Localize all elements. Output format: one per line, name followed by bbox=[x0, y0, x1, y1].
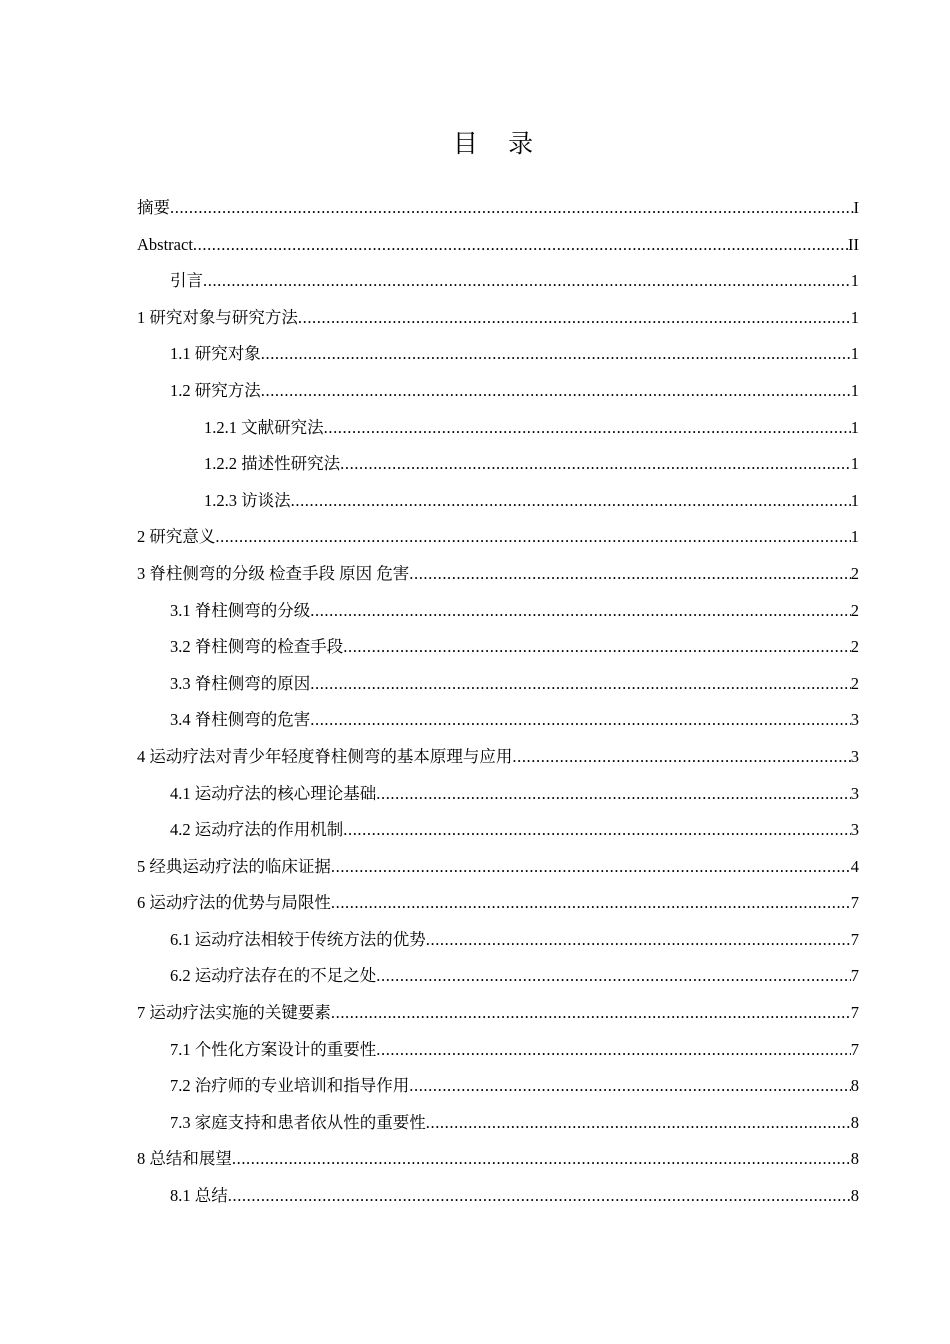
toc-entry[interactable] bbox=[137, 556, 859, 593]
toc-entry-title: 6 运动疗法的优势与局限性 bbox=[137, 893, 331, 913]
toc-dot-leader bbox=[376, 776, 851, 813]
toc-entry[interactable] bbox=[137, 629, 859, 666]
toc-entry-title: 7.2 治疗师的专业培训和指导作用 bbox=[170, 1076, 410, 1096]
toc-dot-leader bbox=[331, 885, 851, 922]
toc-dot-leader bbox=[376, 1032, 851, 1069]
toc-entry-title: 6.2 运动疗法存在的不足之处 bbox=[170, 966, 377, 986]
toc-page-number: 1 bbox=[850, 380, 859, 400]
toc-entry-title: 4 运动疗法对青少年轻度脊柱侧弯的基本原理与应用 bbox=[137, 746, 513, 766]
toc-page-number: 1 bbox=[850, 527, 859, 547]
toc-entry[interactable] bbox=[137, 922, 859, 959]
toc-entry-title: 1.2.1 文献研究法 bbox=[204, 417, 324, 437]
toc-entry-title: 7.3 家庭支持和患者依从性的重要性 bbox=[170, 1112, 426, 1132]
toc-page-number: 7 bbox=[850, 1003, 859, 1023]
toc-entry[interactable] bbox=[137, 702, 859, 739]
table-of-contents bbox=[137, 190, 859, 1215]
toc-entry-title: 6.1 运动疗法相较于传统方法的优势 bbox=[170, 929, 426, 949]
toc-entry[interactable] bbox=[137, 849, 859, 886]
toc-entry-title: 5 经典运动疗法的临床证据 bbox=[137, 856, 331, 876]
toc-page-number: 2 bbox=[850, 637, 859, 657]
toc-dot-leader bbox=[291, 483, 851, 520]
toc-page-number: 3 bbox=[850, 820, 859, 840]
toc-page-number: 1 bbox=[850, 344, 859, 364]
toc-dot-leader bbox=[426, 922, 851, 959]
toc-dot-leader bbox=[409, 1068, 851, 1105]
toc-entry[interactable] bbox=[137, 593, 859, 630]
toc-page-number: 7 bbox=[850, 929, 859, 949]
toc-dot-leader bbox=[170, 190, 854, 227]
toc-entry[interactable] bbox=[137, 958, 859, 995]
toc-entry-title: 3 脊柱侧弯的分级 检查手段 原因 危害 bbox=[137, 563, 410, 583]
toc-entry[interactable] bbox=[137, 1178, 859, 1215]
toc-dot-leader bbox=[232, 1141, 851, 1178]
toc-entry-title: Abstract bbox=[137, 234, 193, 254]
toc-page-number: 3 bbox=[850, 783, 859, 803]
toc-dot-leader bbox=[310, 666, 851, 703]
toc-entry[interactable] bbox=[137, 263, 859, 300]
toc-entry-title: 4.1 运动疗法的核心理论基础 bbox=[170, 783, 377, 803]
toc-dot-leader bbox=[215, 519, 850, 556]
toc-entry[interactable] bbox=[137, 666, 859, 703]
toc-page-number: 1 bbox=[850, 417, 859, 437]
toc-dot-leader bbox=[331, 849, 851, 886]
toc-dot-leader bbox=[193, 227, 848, 264]
toc-entry[interactable] bbox=[137, 410, 859, 447]
toc-entry[interactable] bbox=[137, 995, 859, 1032]
toc-page-number: 8 bbox=[850, 1149, 859, 1169]
toc-dot-leader bbox=[324, 410, 851, 447]
toc-dot-leader bbox=[298, 300, 851, 337]
toc-page-number: 2 bbox=[850, 563, 859, 583]
toc-page-number: 4 bbox=[850, 856, 859, 876]
toc-dot-leader bbox=[343, 812, 851, 849]
toc-entry[interactable] bbox=[137, 190, 859, 227]
toc-entry[interactable] bbox=[137, 446, 859, 483]
toc-entry[interactable] bbox=[137, 776, 859, 813]
toc-entry[interactable] bbox=[137, 739, 859, 776]
toc-entry[interactable] bbox=[137, 227, 859, 264]
toc-page-number: 3 bbox=[850, 746, 859, 766]
toc-entry-title: 1 研究对象与研究方法 bbox=[137, 307, 298, 327]
toc-page-number: 1 bbox=[850, 454, 859, 474]
toc-entry-title: 2 研究意义 bbox=[137, 527, 216, 547]
toc-page-number: 2 bbox=[850, 600, 859, 620]
toc-entry-title: 7.1 个性化方案设计的重要性 bbox=[170, 1039, 377, 1059]
toc-page-number: 8 bbox=[850, 1076, 859, 1096]
toc-entry[interactable] bbox=[137, 300, 859, 337]
toc-dot-leader bbox=[310, 702, 851, 739]
toc-entry[interactable] bbox=[137, 519, 859, 556]
toc-entry-title: 3.4 脊柱侧弯的危害 bbox=[170, 710, 311, 730]
toc-entry-title: 1.2 研究方法 bbox=[170, 380, 261, 400]
toc-entry-title: 4.2 运动疗法的作用机制 bbox=[170, 820, 344, 840]
toc-title: 目 录 bbox=[452, 131, 546, 158]
toc-entry-title: 1.2.2 描述性研究法 bbox=[204, 454, 341, 474]
toc-entry-title: 1.1 研究对象 bbox=[170, 344, 261, 364]
toc-dot-leader bbox=[512, 739, 850, 776]
toc-dot-leader bbox=[203, 263, 851, 300]
toc-entry[interactable] bbox=[137, 1068, 859, 1105]
toc-dot-leader bbox=[261, 336, 851, 373]
toc-entry-title: 1.2.3 访谈法 bbox=[204, 490, 291, 510]
toc-page-number: 7 bbox=[850, 1039, 859, 1059]
toc-page-number: 3 bbox=[850, 710, 859, 730]
toc-entry-title: 7 运动疗法实施的关键要素 bbox=[137, 1003, 331, 1023]
toc-entry-title: 8.1 总结 bbox=[170, 1186, 228, 1206]
toc-entry[interactable] bbox=[137, 373, 859, 410]
toc-page-number: 8 bbox=[850, 1186, 859, 1206]
toc-page-number: 8 bbox=[850, 1112, 859, 1132]
toc-dot-leader bbox=[426, 1105, 851, 1142]
toc-dot-leader bbox=[376, 958, 851, 995]
toc-entry-title: 8 总结和展望 bbox=[137, 1149, 232, 1169]
toc-entry[interactable] bbox=[137, 483, 859, 520]
toc-dot-leader bbox=[310, 593, 851, 630]
toc-entry-title: 3.1 脊柱侧弯的分级 bbox=[170, 600, 311, 620]
toc-dot-leader bbox=[343, 629, 851, 666]
toc-page-number: 2 bbox=[850, 673, 859, 693]
toc-entry-title: 3.3 脊柱侧弯的原因 bbox=[170, 673, 311, 693]
toc-entry[interactable] bbox=[137, 1105, 859, 1142]
toc-dot-leader bbox=[331, 995, 851, 1032]
toc-entry[interactable] bbox=[137, 885, 859, 922]
toc-dot-leader bbox=[409, 556, 851, 593]
toc-dot-leader bbox=[340, 446, 851, 483]
toc-entry-title: 摘要 bbox=[137, 198, 170, 217]
toc-page-number: 7 bbox=[850, 966, 859, 986]
toc-entry[interactable] bbox=[137, 336, 859, 373]
toc-page-number: I bbox=[853, 198, 859, 217]
toc-page-number: II bbox=[848, 234, 859, 254]
toc-entry-title: 3.2 脊柱侧弯的检查手段 bbox=[170, 637, 344, 657]
toc-entry[interactable] bbox=[137, 1032, 859, 1069]
toc-page-number: 1 bbox=[850, 271, 859, 291]
toc-page-number: 7 bbox=[850, 893, 859, 913]
toc-entry-title: 引言 bbox=[170, 271, 203, 291]
toc-dot-leader bbox=[228, 1178, 851, 1215]
toc-entry[interactable] bbox=[137, 1141, 859, 1178]
toc-page-number: 1 bbox=[850, 490, 859, 510]
toc-page-number: 1 bbox=[850, 307, 859, 327]
toc-dot-leader bbox=[261, 373, 851, 410]
toc-entry[interactable] bbox=[137, 812, 859, 849]
